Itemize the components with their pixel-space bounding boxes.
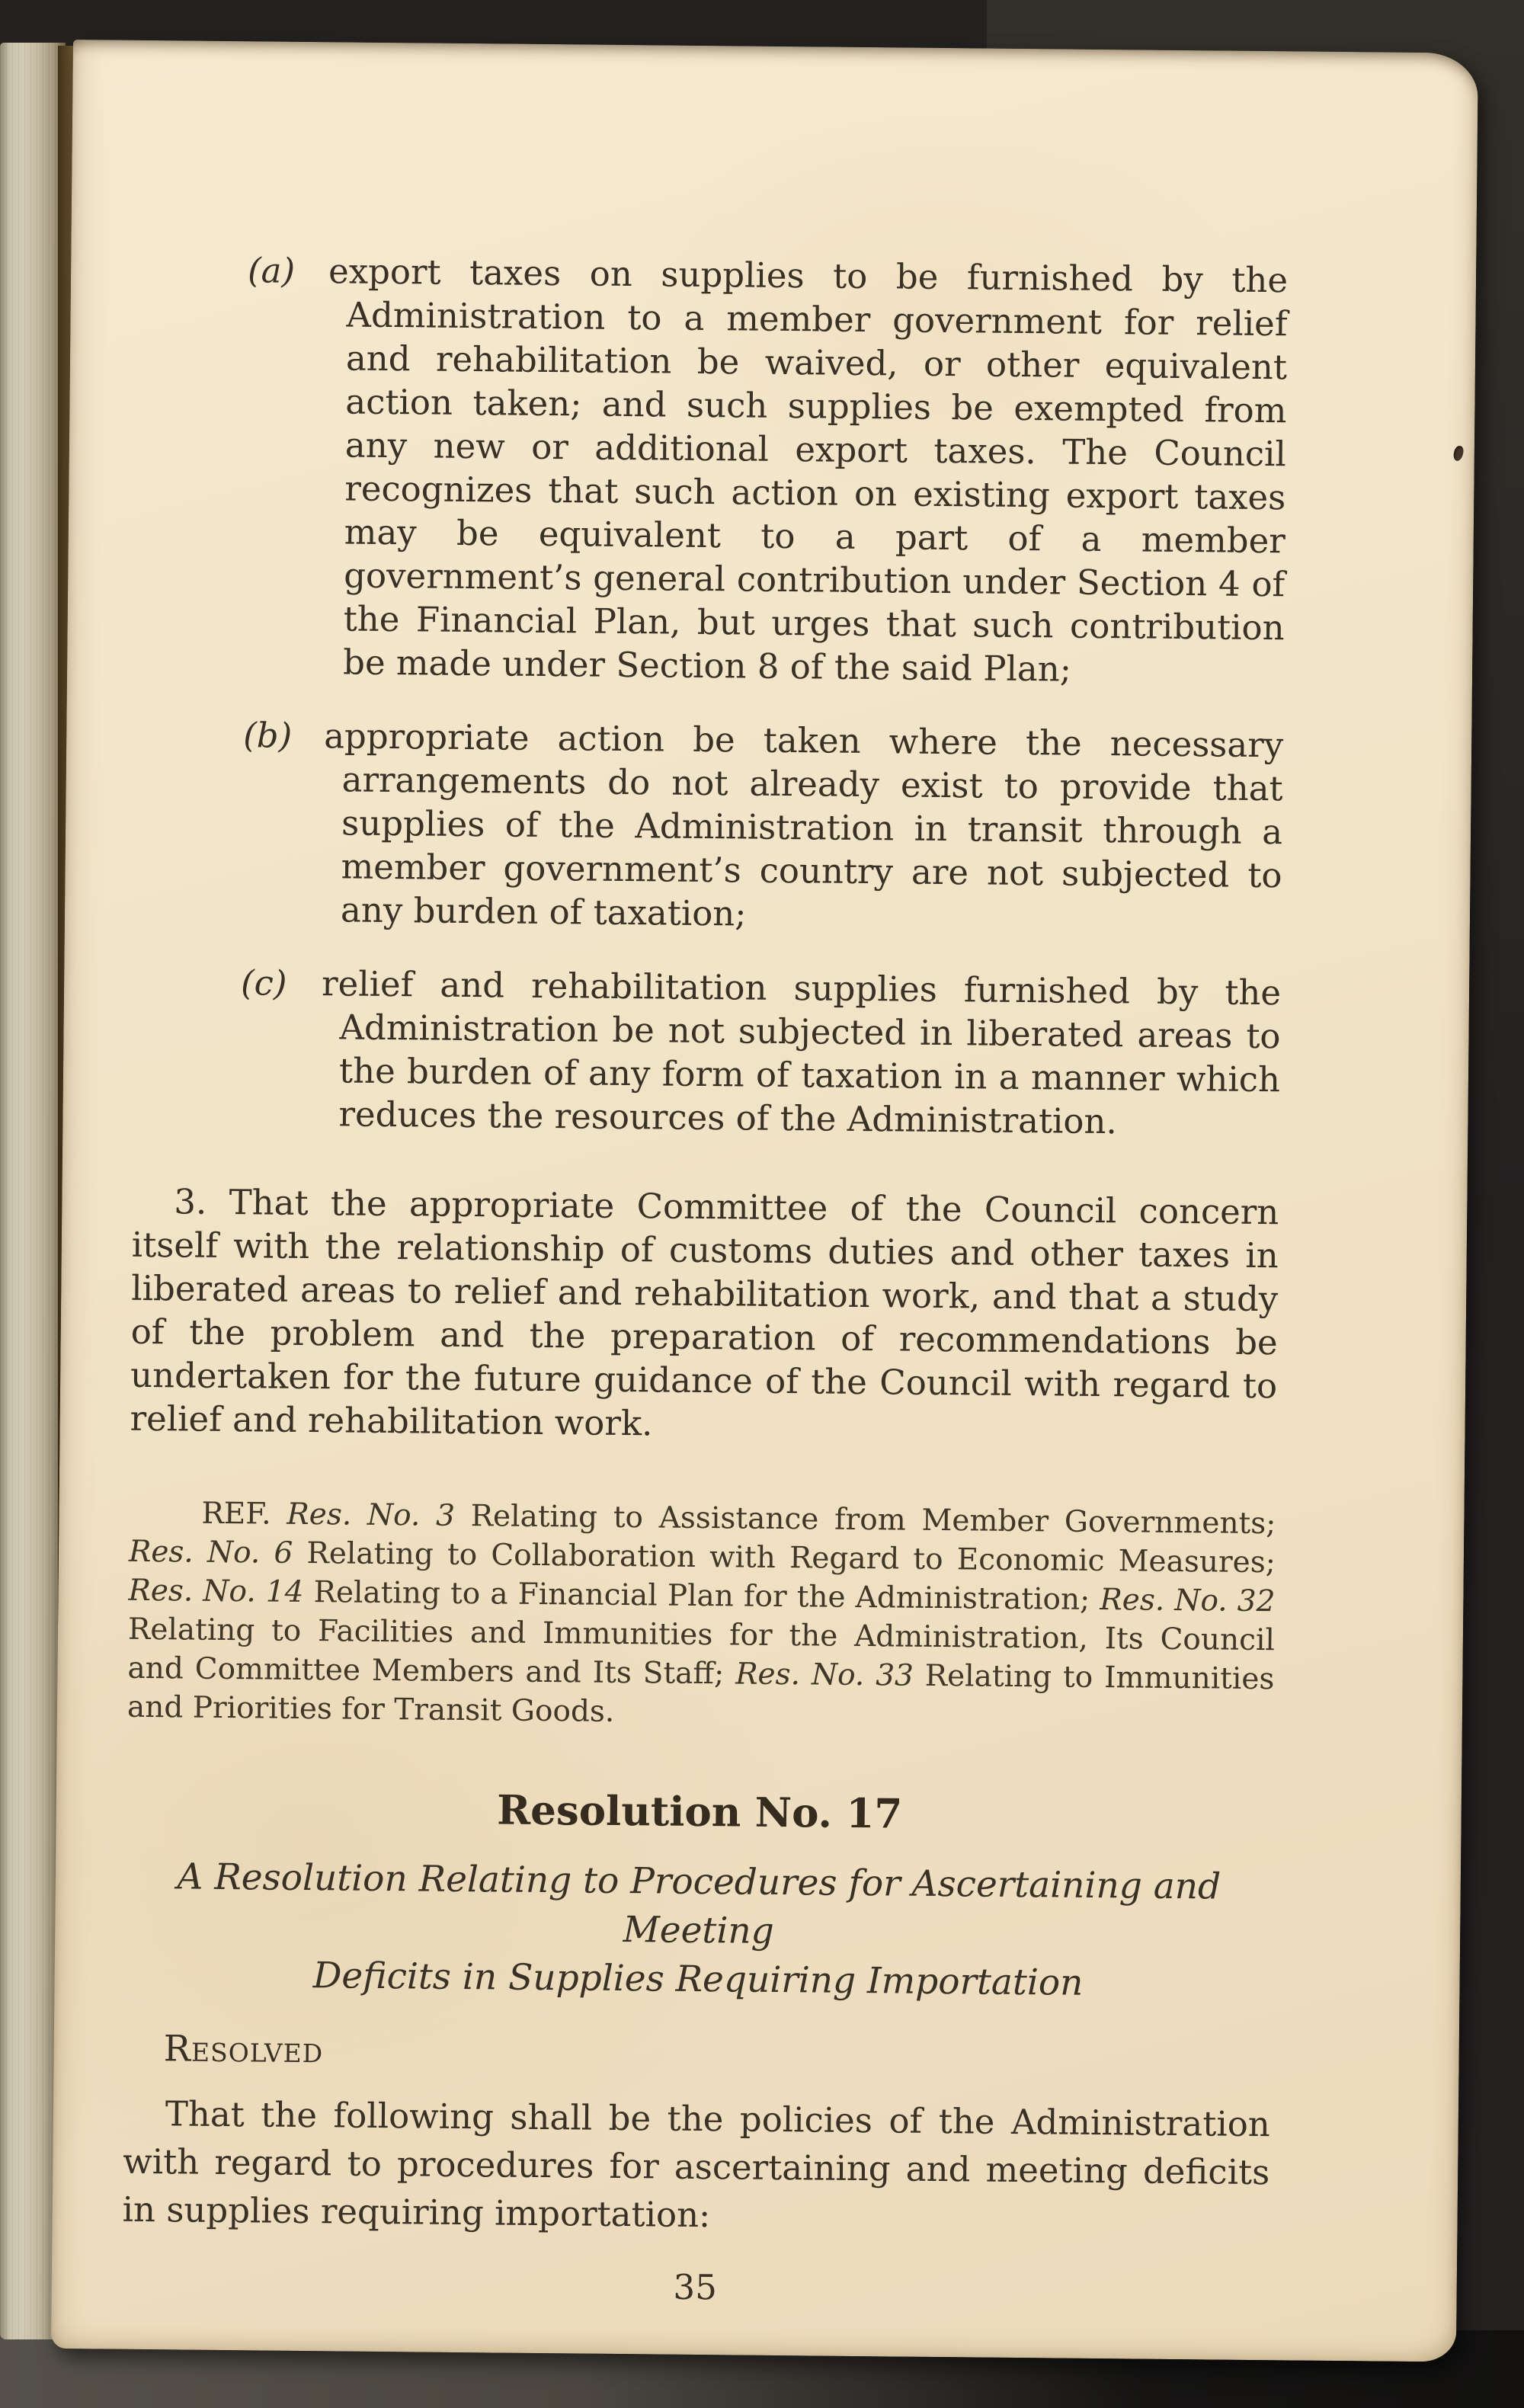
list-item-c-label: (c) (240, 962, 287, 1004)
list-item-b-text: appropriate action be taken where the necessary arrangements do not already exist to provide that supplies of the Administration in transit through a member government’s country are not subjected to any burden of taxation; (323, 716, 1284, 934)
list-item-b-label: (b) (242, 715, 293, 756)
list-item-a (137, 248, 1288, 693)
reference-note (127, 1494, 1276, 1737)
resolution-heading: Resolution No. 17 (496, 1786, 903, 1838)
ref-text-segment: Relating to Collaboration with Regard to Economic Measures; (293, 1535, 1276, 1580)
list-item-a-text: export taxes on supplies to be furnished by the Administration to a member government for relief and rehabilitation be waived, or other equivalent action taken; and such supplies be exempted from any new or additional export taxes. The Council recognizes that such action on existing export taxes may be equivalent to a part of a member government’s general contribution under Section 4 of the Financial Plan, but urges that such contribution be made under Section 8 of the said Plan; (328, 251, 1289, 690)
ref-text-segment: Relating to Immunities and Priorities for Transit Goods. (126, 1658, 1275, 1729)
resolution-subtitle-line-2: Deficits in Supplies Requiring Importation (312, 1955, 1084, 2004)
ref-citation-res-32: Res. No. 32 (1100, 1583, 1276, 1619)
paragraph-3: 3. That the appropriate Committee of the Council concern itself with the relationship of customs duties and other taxes in liberated areas to relief and rehabilitation work, and that a study of the problem and the preparation of recommendations be undertaken for the future guidance of the Council with regard to relief and rehabilitation work. (130, 1181, 1279, 1444)
ref-text-segment: Relating to Assistance from Member Governments; (454, 1498, 1276, 1542)
ref-citation-res-3: Res. No. 3 (287, 1497, 456, 1533)
ref-text-segment: Relating to a Financial Plan for the Administration; (303, 1574, 1100, 1618)
ref-citation-res-33: Res. No. 33 (735, 1657, 914, 1693)
resolution-subtitle-line-1: A Resolution Relating to Procedures for Ascertaining and Meeting (177, 1856, 1221, 1952)
resolution-intro-paragraph: That the following shall be the policies of the Administration with regard to procedures for ascertaining and meeting deficits in supplies requiring importation: (122, 2093, 1271, 2236)
list-item-c-text: relief and rehabilitation supplies furnished by the Administration be not subjected in liberated areas to the burden of any form of taxation in a manner which reduces the resources of the Administration. (321, 963, 1282, 1142)
list-item-a-label: (a) (247, 250, 296, 291)
ref-citation-res-6: Res. No. 6 (128, 1534, 293, 1571)
page-number: 35 (673, 2266, 718, 2308)
resolved-label: Resolved (163, 2028, 324, 2072)
list-item-c (133, 960, 1281, 1145)
ref-text-segment: REF. (201, 1496, 287, 1532)
text-block (121, 248, 1288, 2314)
ref-text-segment: Relating to Facilities and Immunities for the Administration, Its Council and Committee Members and Its Staff; (127, 1612, 1276, 1692)
ref-citation-res-14: Res. No. 14 (128, 1573, 304, 1609)
resolution-subtitle (124, 1852, 1273, 2009)
book-page (51, 40, 1478, 2362)
list-item-b (135, 712, 1284, 940)
